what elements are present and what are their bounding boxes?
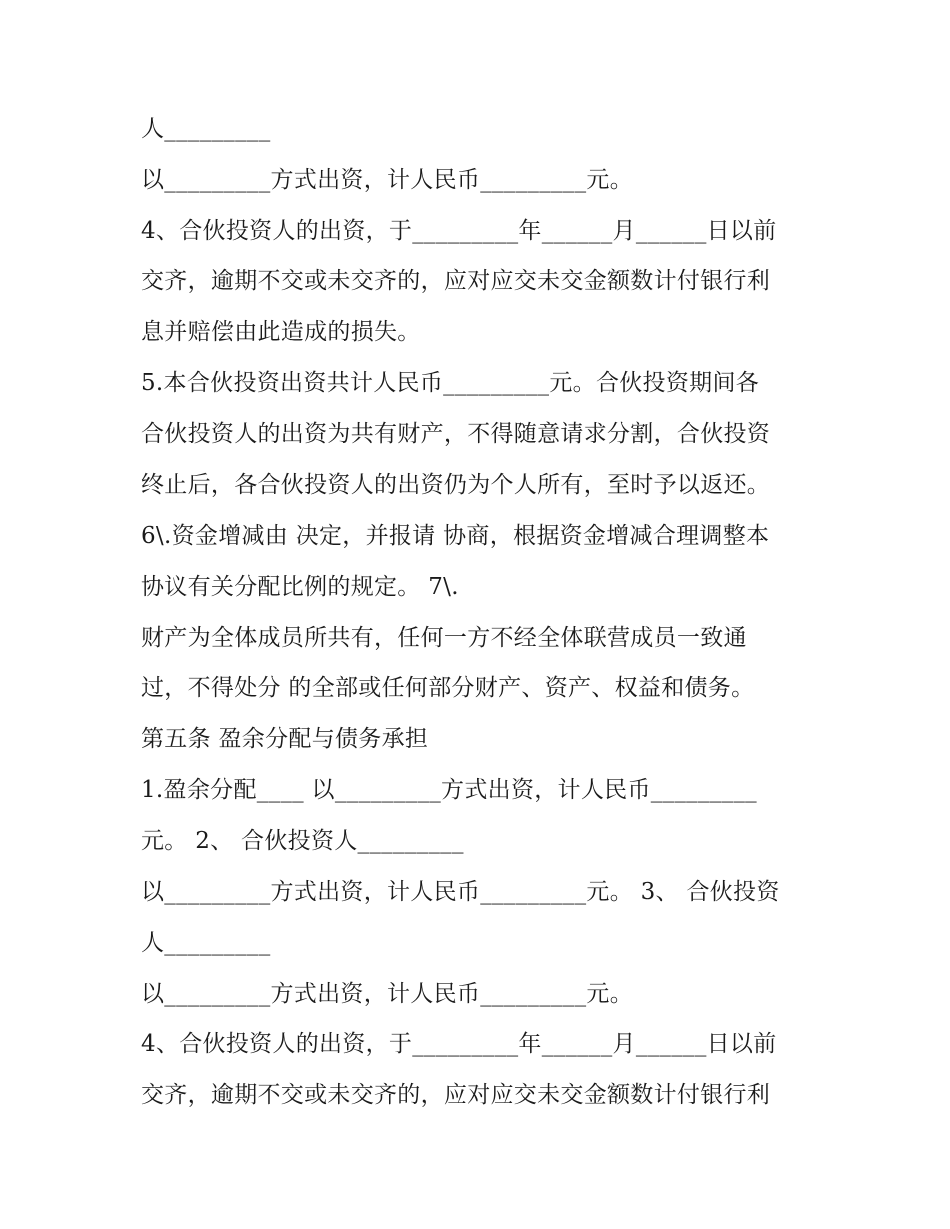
text-line: 过，不得处分 的全部或任何部分财产、资产、权益和债务。 (141, 675, 755, 701)
text-line: 息并赔偿由此造成的损失。 (141, 319, 421, 345)
text-line: 协议有关分配比例的规定。 7\. (141, 574, 459, 600)
text-line: 人_________ (141, 930, 271, 956)
text-line: 1.盈余分配____ 以_________方式出资，计人民币_________ (141, 777, 757, 803)
text-line: 交齐，逾期不交或未交齐的，应对应交未交金额数计付银行利 (141, 1082, 771, 1108)
text-line: 4、合伙投资人的出资，于_________年______月______日以前 (141, 218, 777, 244)
text-line: 终止后，各合伙投资人的出资仍为个人所有，至时予以返还。 (141, 472, 771, 498)
text-line: 财产为全体成员所共有，任何一方不经全体联营成员一致通 (141, 625, 747, 651)
text-line: 以_________方式出资，计人民币_________元。 3、 合伙投资 (141, 879, 780, 905)
text-line: 以_________方式出资，计人民币_________元。 (141, 981, 633, 1007)
text-line: 元。 2、 合伙投资人_________ (141, 828, 464, 854)
text-line: 6\.资金增减由 决定，并报请 协商，根据资金增减合理调整本 (141, 523, 770, 549)
text-line: 5.本合伙投资出资共计人民币_________元。合伙投资期间各 (141, 370, 760, 396)
section-heading: 第五条 盈余分配与债务承担 (141, 726, 429, 752)
text-line: 人_________ (141, 116, 271, 142)
text-line: 4、合伙投资人的出资，于_________年______月______日以前 (141, 1031, 777, 1057)
text-line: 交齐，逾期不交或未交齐的，应对应交未交金额数计付银行利 (141, 268, 771, 294)
text-line: 合伙投资人的出资为共有财产，不得随意请求分割，合伙投资 (141, 421, 771, 447)
text-line: 以_________方式出资，计人民币_________元。 (141, 167, 633, 193)
